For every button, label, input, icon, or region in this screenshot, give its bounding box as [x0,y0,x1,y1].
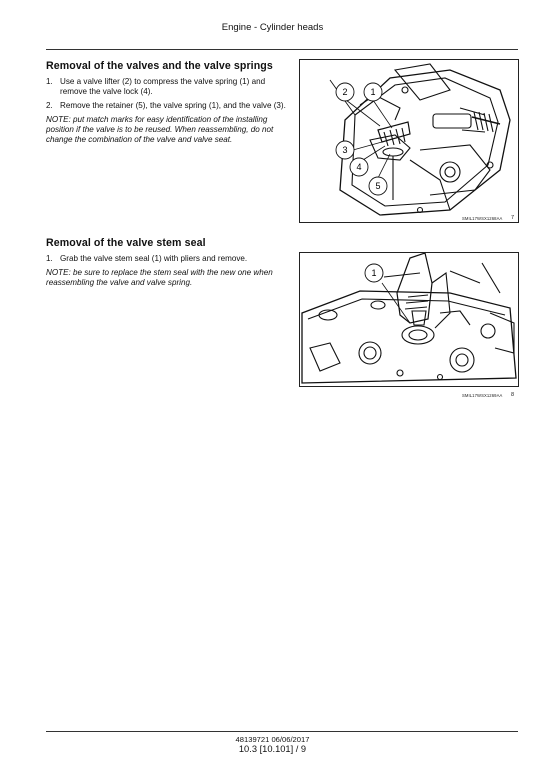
callout-3 [336,141,354,159]
callout-label: 2 [342,87,348,97]
figure-caption: SMIL17WSX1268AA [462,216,503,221]
step-number: 1. [46,77,53,86]
section-stem-seal-removal [46,237,286,288]
callout-label: 4 [356,162,362,172]
callout-label: 1 [371,268,377,278]
figure-caption: SMIL17WSX1269AA [462,393,503,398]
callout-label: 1 [370,87,376,97]
callout-1 [364,83,382,101]
figure-valve-lifter [299,59,519,223]
note-label: NOTE: [46,268,71,277]
step-number: 1. [46,254,53,263]
note [46,115,286,145]
line-art [302,253,516,383]
section-valve-removal [46,60,286,145]
callout-2 [336,83,354,101]
footer-page-number: 10.3 [10.101] / 9 [238,744,307,754]
figure-number: 8 [511,392,515,398]
step-item [46,101,286,111]
header-rule [46,49,518,50]
step-item [46,254,286,264]
note-text: put match marks for easy identification of the installing position if the valve is to be reused. When reassembling, do not change the combination of the valve and valve seat. [46,115,274,144]
figure-stem-seal-pliers [299,252,519,387]
footer-doc-code: 48139721 06/06/2017 [235,735,310,744]
callout-label: 5 [375,181,381,191]
callouts [365,264,410,323]
section-title: Removal of the valve stem seal [46,237,206,249]
note-label: NOTE: [46,115,71,124]
header-title: Engine - Cylinder heads [221,22,324,33]
step-number: 2. [46,101,53,110]
callout-5 [369,177,387,195]
section-title: Removal of the valves and the valve springs [46,60,273,72]
step-item [46,77,286,97]
figure-number: 7 [511,215,515,221]
line-art [330,64,510,215]
step-text: Remove the retainer (5), the valve spring (1), and the valve (3). [60,101,286,110]
callout-4 [350,158,368,176]
step-text: Use a valve lifter (2) to compress the valve spring (1) and remove the valve lock (4). [60,77,266,96]
valve-lifter-illustration [300,60,518,222]
note-text: be sure to replace the stem seal with the new one when reassembling the valve and valve spring. [46,268,273,287]
callout-1 [365,264,383,282]
steps-list [46,77,286,111]
stem-seal-illustration [300,253,518,386]
step-text: Grab the valve stem seal (1) with pliers and remove. [60,254,248,263]
note [46,268,286,288]
footer-rule [46,731,518,732]
callout-label: 3 [342,145,348,155]
steps-list [46,254,286,264]
